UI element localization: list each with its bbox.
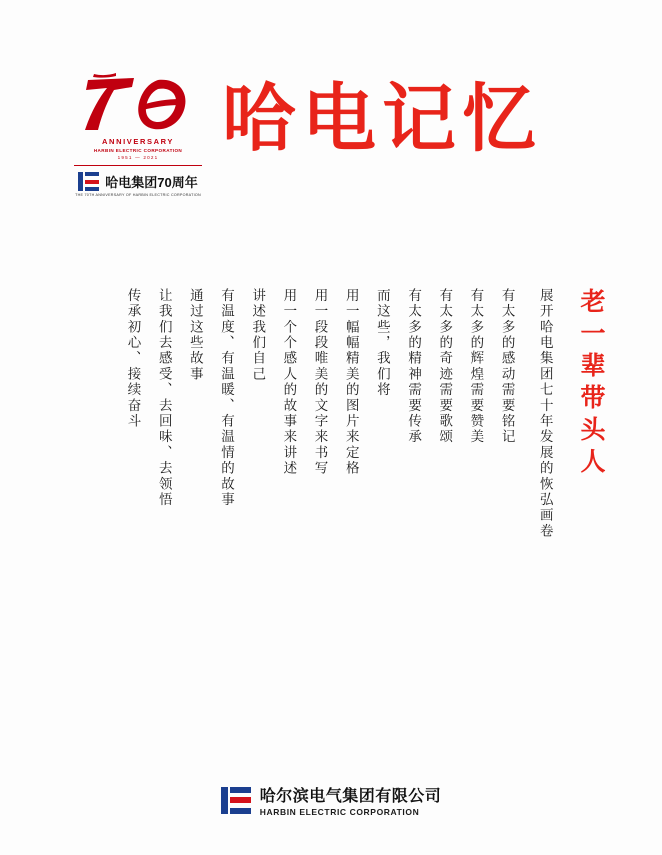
brand-name-cn: 哈电集团70周年	[105, 175, 198, 190]
poem-line: 传承初心、接续奋斗	[124, 288, 141, 430]
he-logo-icon	[78, 172, 99, 191]
poem-line: 展开哈电集团七十年发展的恢弘画卷	[536, 288, 553, 540]
poem-line: 讲述我们自己	[249, 288, 266, 383]
poem-line: 用一段段唯美的文字来书写	[311, 288, 328, 477]
he-logo-icon-footer	[221, 787, 251, 814]
brand-name-en: THE 70TH ANNIVERSARY OF HARBIN ELECTRIC CORPORATION	[75, 193, 201, 197]
poem-line: 有太多的奇迹需要歌颂	[436, 288, 453, 445]
logo-70-numeral-icon	[72, 72, 204, 134]
poem-line: 通过这些故事	[186, 288, 203, 383]
poem-line: 而这些，我们将	[373, 288, 390, 398]
anniversary-company-en: HARBIN ELECTRIC CORPORATION	[93, 148, 183, 153]
poster-header	[0, 72, 662, 202]
poem-line: 有太多的辉煌需要赞美	[467, 288, 484, 445]
poster-footer	[0, 783, 662, 817]
poem-line: 有太多的感动需要铭记	[498, 288, 515, 445]
poem-line: 有温度、有温暖、有温情的故事	[218, 288, 235, 508]
poem-line: 有太多的精神需要传承	[405, 288, 422, 445]
page-title: 哈电记忆	[222, 76, 542, 162]
anniversary-logo	[72, 72, 204, 197]
poem-line: 让我们去感受、去回味、去领悟	[155, 288, 172, 508]
poem-line: 用一幅幅精美的图片来定格	[342, 288, 359, 477]
anniversary-label: ANNIVERSARY	[102, 137, 174, 146]
footer-company-en: HARBIN ELECTRIC CORPORATION	[259, 807, 420, 817]
footer-company-cn: 哈尔滨电气集团有限公司	[259, 788, 442, 805]
logo-divider	[74, 165, 202, 166]
poem-line: 用一个个感人的故事来讲述	[280, 288, 297, 477]
poem-body	[0, 288, 662, 708]
brand-row	[72, 172, 204, 191]
poem-headline: 老一辈带头人	[577, 288, 606, 480]
anniversary-years: 1951 — 2021	[117, 155, 159, 160]
footer-company	[260, 783, 442, 817]
